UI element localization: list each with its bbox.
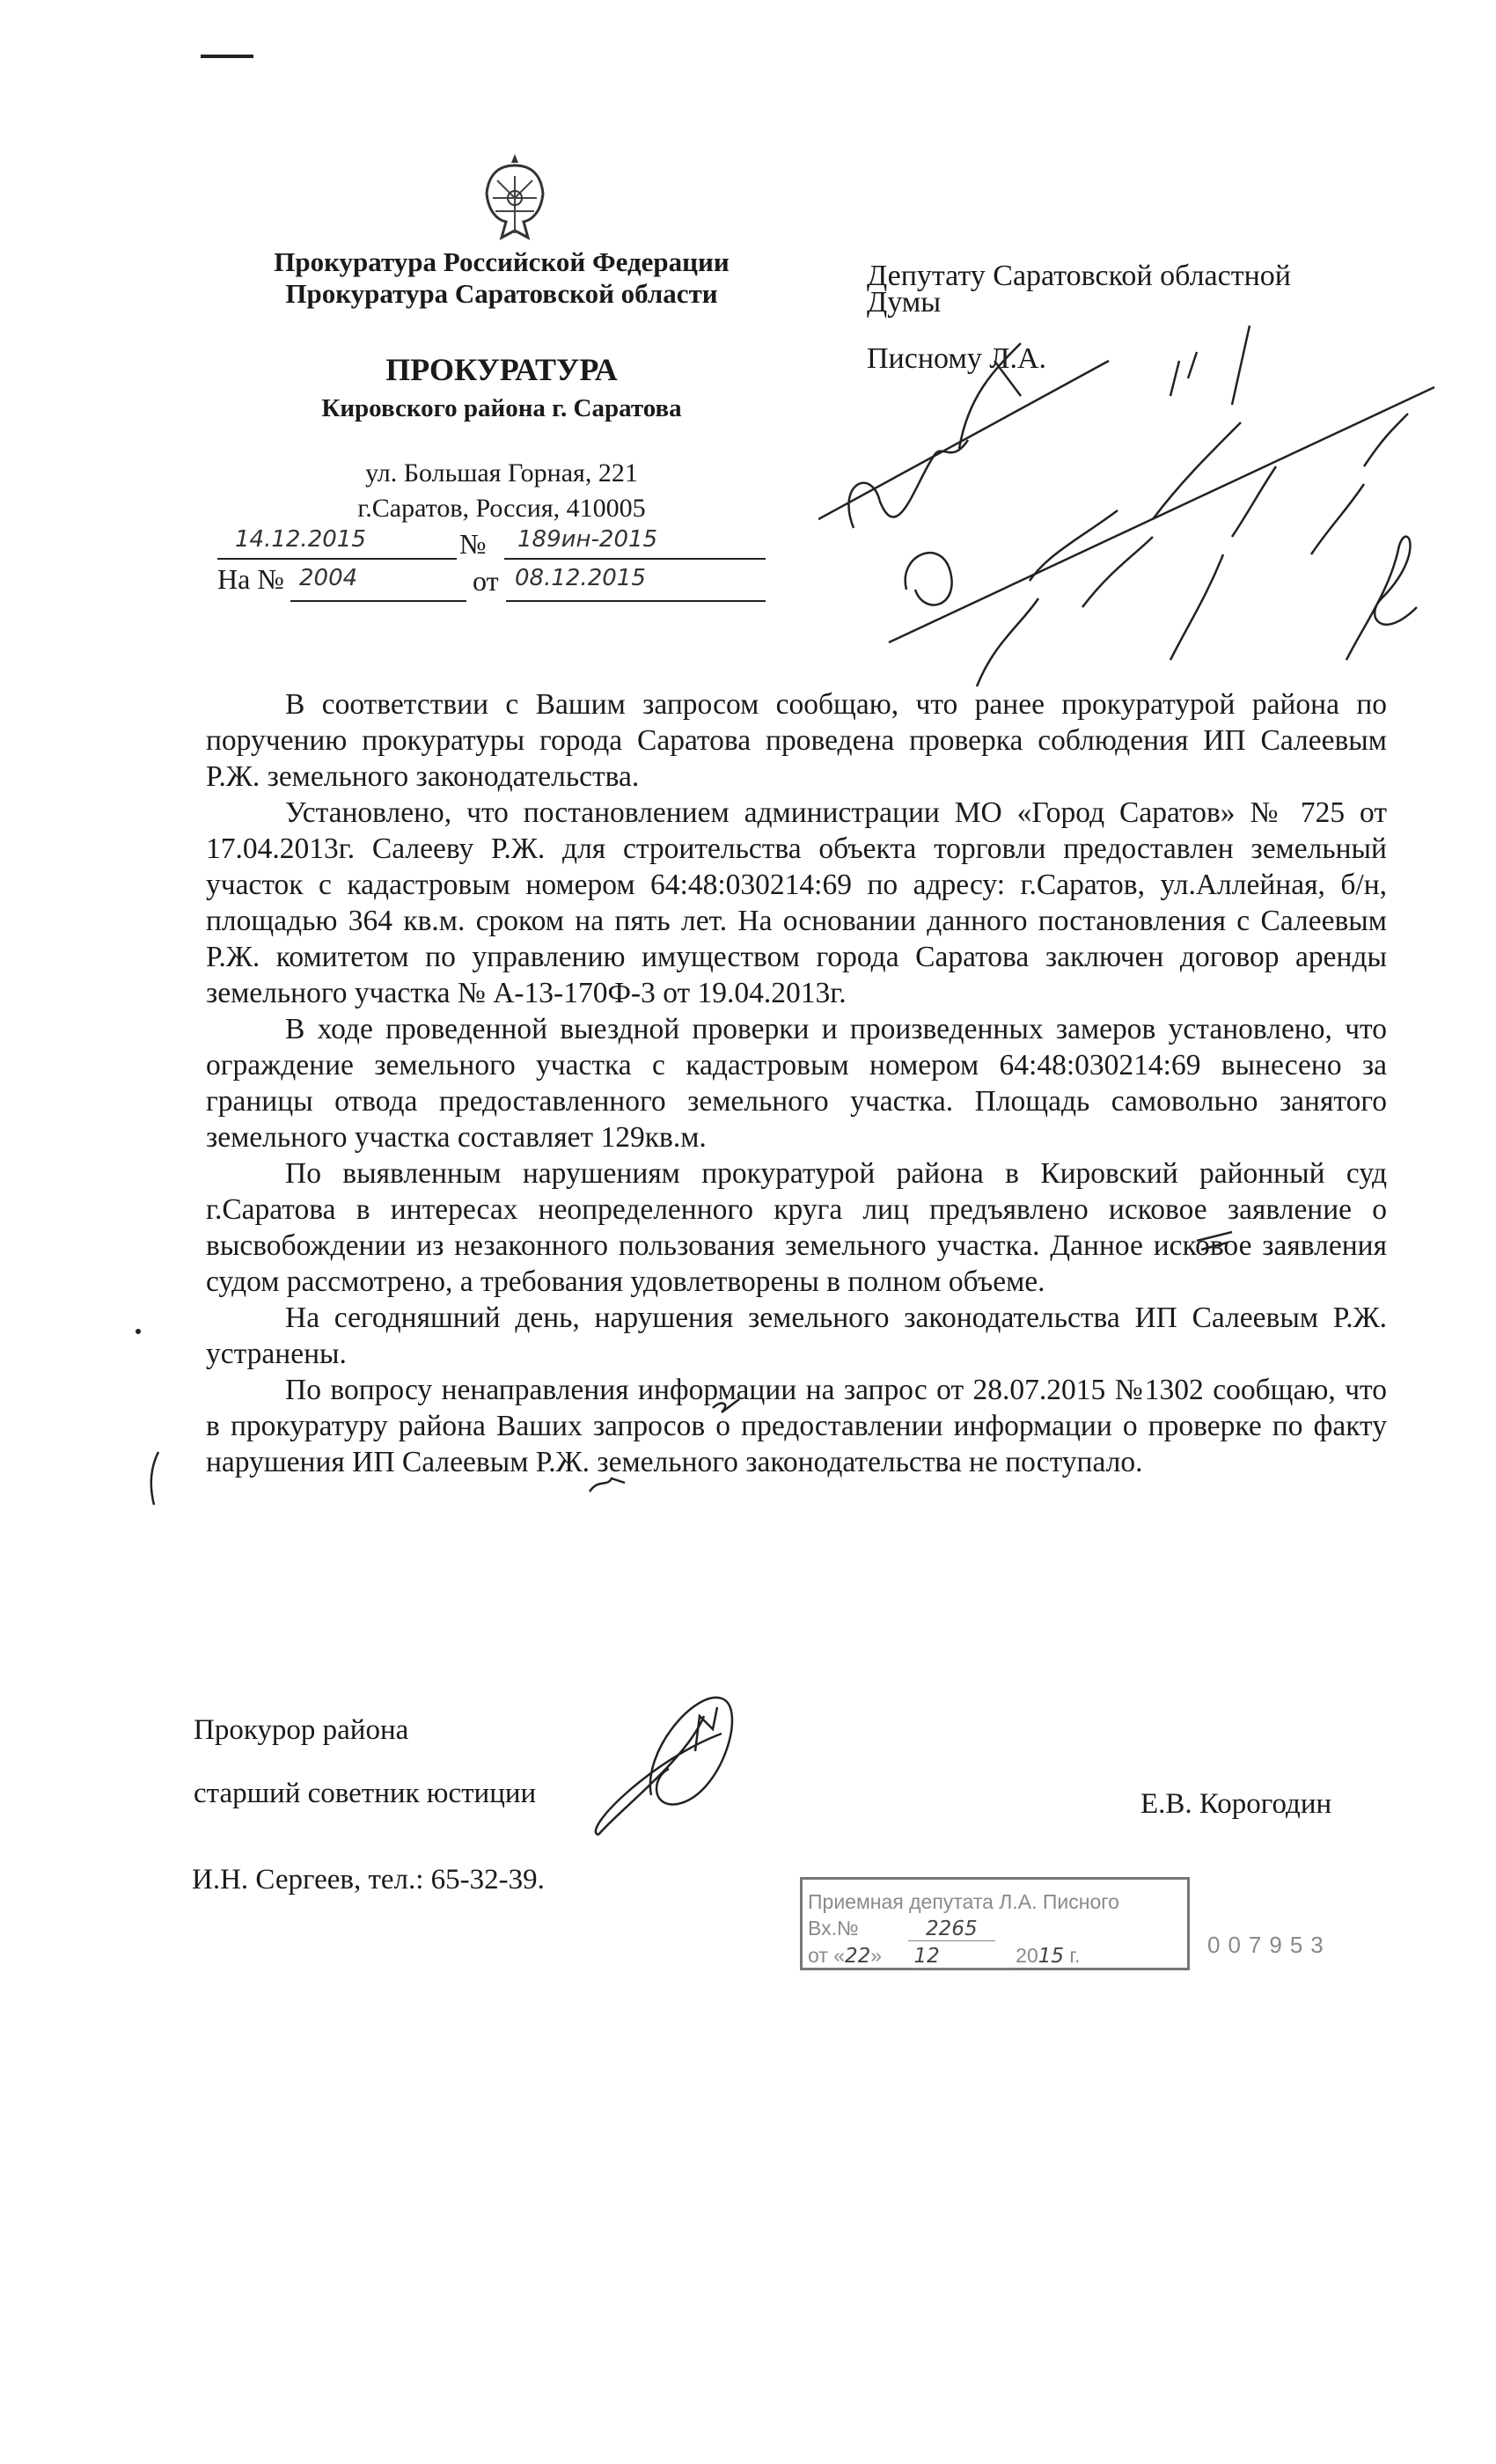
outgoing-date: 14.12.2015 (235, 526, 366, 553)
stamp-year: 15 (1038, 1945, 1065, 1968)
outgoing-number-field (504, 524, 766, 560)
number-label: № (459, 528, 487, 560)
registration-stamp (800, 1877, 1190, 1970)
stamp-year-suffix: г. (1069, 1944, 1081, 1967)
stamp-serial-number: 007953 (1207, 1932, 1331, 1958)
ref-number-field (290, 565, 466, 602)
ref-date-field (506, 565, 766, 602)
signer-position-2: старший советник юстиции (194, 1778, 537, 1809)
signer-name: Е.В. Корогодин (1140, 1788, 1332, 1820)
paragraph: Установлено, что постановлением администрации МО «Город Саратов» № 725 от 17.04.2013г. Салееву Р.Ж. для строительства объекта торговли предоставлен земельный участок с кадастровым номером 64:48:030214:69 по адресу: г.Саратов, ул.Аллейная, б/н, площадью 364 кв.м. сроком на пять лет. На основании данного постановления с Салеевым Р.Ж. комитетом по управлению имуществом города Саратова заключен договор аренды земельного участка № А-13-170Ф-3 от 19.04.2013г. (206, 796, 1387, 1009)
stamp-in-label: Вх.№ (808, 1917, 859, 1940)
stamp-month: 12 (913, 1945, 1009, 1969)
ref-from-label: от (473, 565, 499, 597)
paragraph: По вопросу ненаправления информации на запрос от 28.07.2015 №1302 сообщаю, что в прокуратуру района Ваших запросов о предоставлении информации о проверке по факту нарушения ИП Салеевым Р.Ж. земельного законодательства не поступало. (206, 1374, 1387, 1478)
handwritten-signature (546, 1681, 810, 1848)
recipient-line-1: Депутату Саратовской областной (867, 260, 1291, 292)
stamp-from-label: от « (808, 1944, 846, 1967)
stamp-in-number: 2265 (908, 1918, 995, 1941)
paragraph: В соответствии с Вашим запросом сообщаю, что ранее прокуратурой района по поручению прокуратуры города Саратова проведена проверка соблюдения ИП Салеевым Р.Ж. земельного законодательства. (206, 688, 1387, 793)
paragraph: На сегодняшний день, нарушения земельного законодательства ИП Салеевым Р.Ж. устранены. (206, 1302, 1387, 1370)
handwritten-resolution (818, 286, 1452, 713)
stamp-year-prefix: 20 (1016, 1944, 1038, 1967)
recipient-line-2: Думы (867, 286, 942, 319)
ref-number: 2004 (299, 565, 358, 591)
org-subtitle: Кировского района г. Саратова (321, 394, 682, 422)
org-name-regional: Прокуратура Саратовской области (285, 278, 718, 309)
ref-date: 08.12.2015 (515, 565, 646, 591)
scan-mark (201, 55, 253, 58)
address-line-1: ул. Большая Горная, 221 (365, 458, 638, 488)
coat-of-arms-emblem (480, 150, 550, 246)
paragraph: В ходе проведенной выездной проверки и произведенных замеров установлено, что ограждение земельного участка с кадастровым номером 64:48:030214:69 вынесено за границы отвода предоставленного земельного участка. Площадь самовольно занятого земельного участка составляет 129кв.м. (206, 1013, 1387, 1154)
outgoing-date-field (217, 524, 457, 560)
recipient-name: Писному Л.А. (867, 342, 1047, 375)
stamp-mid: » (870, 1944, 883, 1967)
executor-contact: И.Н. Сергеев, тел.: 65-32-39. (192, 1864, 545, 1896)
stamp-day: 22 (845, 1945, 871, 1968)
ref-number-label: На № (217, 563, 284, 595)
address-line-2: г.Саратов, Россия, 410005 (357, 494, 646, 523)
org-title: ПРОКУРАТУРА (385, 352, 618, 387)
signer-position-1: Прокурор района (194, 1714, 409, 1746)
margin-marks (132, 1214, 1452, 1514)
org-name-federal: Прокуратура Российской Федерации (274, 246, 730, 277)
stamp-title: Приемная депутата Л.А. Писного (808, 1890, 1119, 1913)
paragraph: По выявленным нарушениям прокуратурой района в Кировский районный суд г.Саратова в интересах неопределенного круга лиц предъявлено исковое заявление о высвобождении из незаконного пользования земельного участка. Данное исковое заявления судом рассмотрено, а требования удовлетворены в полном объеме. (206, 1157, 1387, 1298)
outgoing-number: 189ин-2015 (517, 526, 658, 553)
